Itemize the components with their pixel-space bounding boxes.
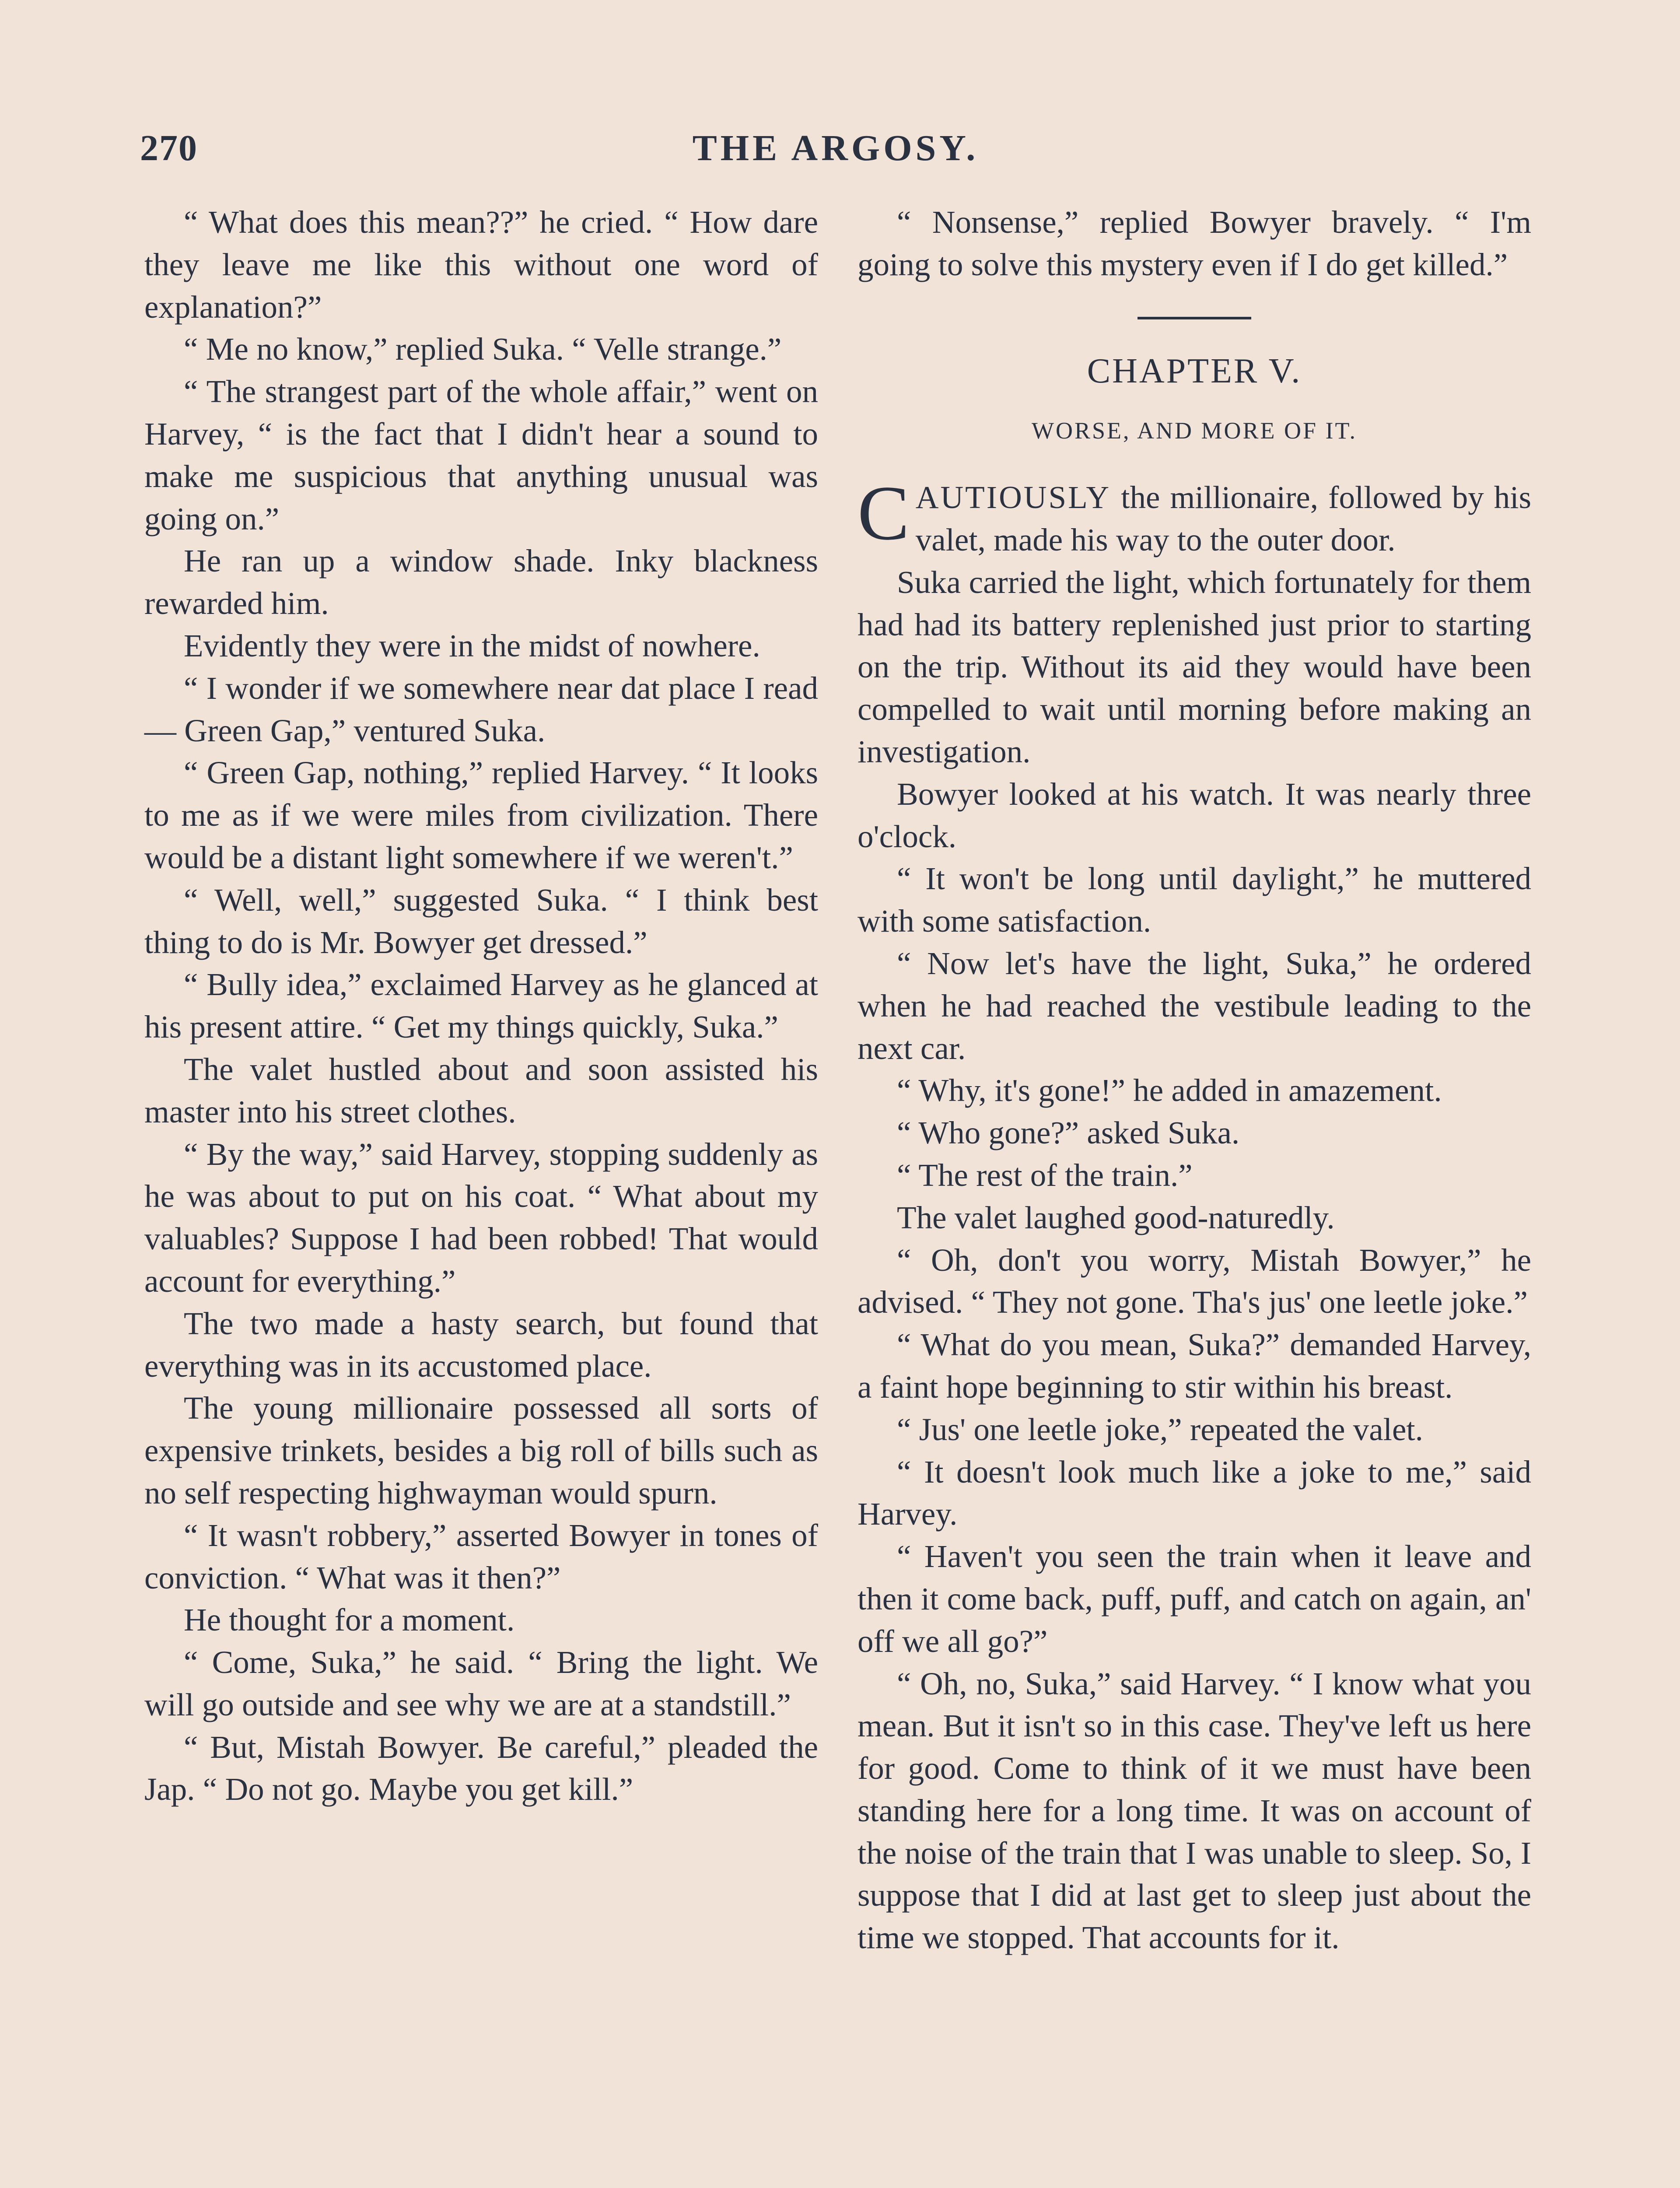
running-title: THE ARGOSY. — [692, 128, 979, 168]
paragraph: “ The rest of the train.” — [897, 1157, 1193, 1193]
paragraph: Evidently they were in the midst of nowhere. — [184, 628, 760, 663]
paragraph: “ What do you mean, Suka?” demanded Harvey, a faint hope beginning to stir within his breast. — [858, 1327, 1531, 1405]
paragraph: “ Come, Suka,” he said. “ Bring the light. We will go outside and see why we are at a standstill.” — [144, 1645, 818, 1722]
paragraph: “ Well, well,” suggested Suka. “ I think best thing to do is Mr. Bowyer get dressed.” — [144, 882, 818, 960]
page-number: 270 — [140, 128, 198, 168]
paragraph: Suka carried the light, which fortunately for them had had its battery replenished just prior to starting on the trip. Without its aid they would have been compelled to wait until morning before making an investigation. — [858, 564, 1531, 769]
paragraph: “ Why, it's gone!” he added in amazement. — [897, 1073, 1442, 1108]
paragraph: “ Now let's have the light, Suka,” he ordered when he had reached the vestibule leading to the next car. — [858, 945, 1531, 1066]
section-divider — [1138, 317, 1251, 319]
chapter-opening-paragraph — [858, 470, 1531, 561]
paragraph: He ran up a window shade. Inky blackness rewarded him. — [144, 543, 818, 621]
drop-cap: C — [858, 470, 910, 557]
paragraph: “ The strangest part of the whole affair,” went on Harvey, “ is the fact that I didn't hear a sound to make me suspicious that anything unusual was going on.” — [144, 374, 818, 536]
paragraph: “ Nonsense,” replied Bowyer bravely. “ I'm going to solve this mystery even if I do get killed.” — [858, 204, 1531, 282]
paragraph: “ But, Mistah Bowyer. Be careful,” pleaded the Jap. “ Do not go. Maybe you get kill.” — [144, 1729, 818, 1807]
paragraph: The two made a hasty search, but found that everything was in its accustomed place. — [144, 1305, 818, 1384]
paragraph: “ By the way,” said Harvey, stopping suddenly as he was about to put on his coat. “ What about my valuables? Suppose I had been robbed! That would account for everything.” — [144, 1136, 818, 1299]
paragraph: “ Who gone?” asked Suka. — [897, 1115, 1240, 1151]
paragraph: The young millionaire possessed all sorts of expensive trinkets, besides a big roll of bills such as no self respecting highwayman would spurn. — [144, 1390, 818, 1511]
paragraph: “ Green Gap, nothing,” replied Harvey. “ It looks to me as if we were miles from civilization. There would be a distant light somewhere if we weren't.” — [144, 755, 818, 875]
paragraph: The valet laughed good-naturedly. — [897, 1199, 1335, 1235]
paragraph: Bowyer looked at his watch. It was nearly three o'clock. — [858, 776, 1531, 854]
left-column — [144, 201, 818, 1811]
paragraph: “ Bully idea,” exclaimed Harvey as he glanced at his present attire. “ Get my things quickly, Suka.” — [144, 967, 818, 1045]
paragraph: “ What does this mean??” he cried. “ How dare they leave me like this without one word of explanation?” — [144, 204, 818, 325]
chapter-heading: CHAPTER V. — [1087, 351, 1302, 390]
paragraph: “ Jus' one leetle joke,” repeated the valet. — [897, 1411, 1423, 1447]
paragraph: “ Haven't you seen the train when it leave and then it come back, puff, puff, and catch on again, an' off we all go?” — [858, 1539, 1531, 1659]
page-header — [140, 127, 1531, 175]
opening-smallcaps: AUTIOUSLY — [915, 480, 1111, 515]
paragraph: “ It doesn't look much like a joke to me,” said Harvey. — [858, 1454, 1531, 1532]
opening-text: the millionaire, followed by his valet, made his way to the outer door. — [915, 480, 1531, 558]
paragraph: “ Oh, no, Suka,” said Harvey. “ I know what you mean. But it isn't so in this case. They've left us here for good. Come to think of it we must have been standing here for a long time. It was on account of the noise of the train that I was unable to sleep. So, I suppose that I did at last get to sleep just about the time we stopped. That accounts for it. — [858, 1666, 1531, 1956]
paragraph: “ Me no know,” replied Suka. “ Velle strange.” — [184, 331, 782, 367]
paragraph: He thought for a moment. — [184, 1602, 515, 1638]
paragraph: The valet hustled about and soon assisted his master into his street clothes. — [144, 1051, 818, 1129]
paragraph: “ It wasn't robbery,” asserted Bowyer in tones of conviction. “ What was it then?” — [144, 1517, 818, 1595]
chapter-subtitle: WORSE, AND MORE OF IT. — [1031, 417, 1357, 444]
right-column — [858, 201, 1531, 1959]
paragraph: “ I wonder if we somewhere near dat place I read — Green Gap,” ventured Suka. — [144, 670, 818, 748]
paragraph: “ It won't be long until daylight,” he muttered with some satisfaction. — [858, 861, 1531, 939]
paragraph: “ Oh, don't you worry, Mistah Bowyer,” he advised. “ They not gone. Tha's jus' one leetle joke.” — [858, 1242, 1531, 1320]
